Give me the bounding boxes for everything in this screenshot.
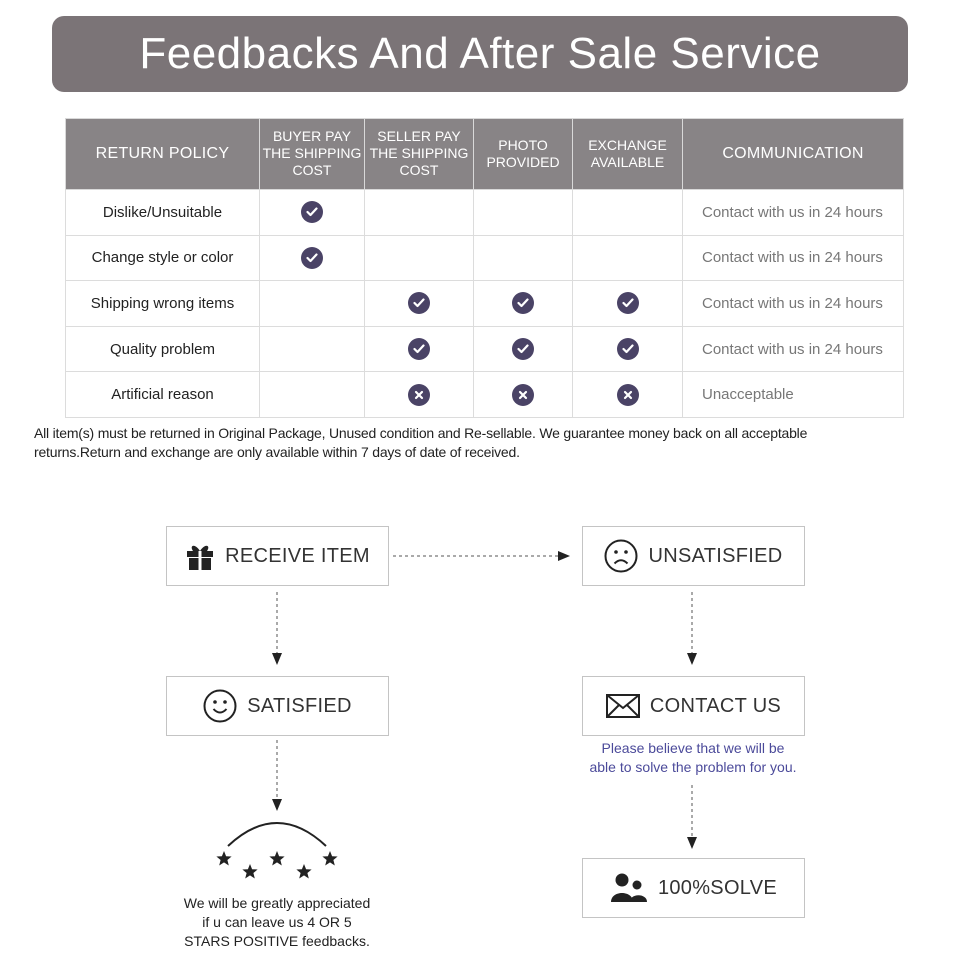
row-reason: Dislike/Unsuitable [66,189,260,235]
star-icon [242,864,257,879]
arrowhead-down [272,799,282,811]
header-line: AVAILABLE [590,153,665,170]
header-return-policy: RETURN POLICY [66,119,260,190]
row-reason: Shipping wrong items [66,281,260,327]
header-line: THE SHIPPING [369,145,469,162]
header-line: THE SHIPPING [262,145,362,162]
arrowhead-down [687,837,697,849]
contact-note [566,739,820,777]
solve-label: 100%SOLVE [657,876,778,899]
row-reason: Artificial reason [66,372,260,418]
star-icon [269,851,284,866]
stars-arc [228,823,326,846]
envelope-icon [606,694,640,718]
receive-item-box [166,526,389,586]
smile-face-icon [203,689,237,723]
note-line-1: All item(s) must be returned in Original Package, Unused condition and Re-sellable. We guarantee money back on all acceptable [34,425,808,441]
note-line-2: returns.Return and exchange are only available within 7 days of date of received. [34,444,520,460]
arrowhead-down [687,653,697,665]
row-reason: Change style or color [66,235,260,281]
feedback-note [147,894,407,951]
header-line: COST [399,162,439,179]
header-line: COST [292,162,332,179]
feedback-note-line: if u can leave us 4 OR 5 [202,914,352,930]
row-communication: Contact with us in 24 hours [683,189,904,235]
row-communication: Contact with us in 24 hours [683,281,904,327]
people-icon [610,872,648,904]
row-communication: Unacceptable [683,372,904,418]
contact-note-line: Please believe that we will be [601,740,785,756]
arrowhead-right [558,551,570,561]
solve-box [582,858,805,918]
gift-icon [185,541,215,571]
star-icon [296,864,311,879]
satisfied-box [166,676,389,736]
stars-group [216,851,337,879]
unsatisfied-label: UNSATISFIED [648,544,783,567]
contact-us-box [582,676,805,736]
arrowhead-down [272,653,282,665]
feedback-note-line: STARS POSITIVE feedbacks. [184,933,370,949]
sad-face-icon [604,539,638,573]
star-icon [216,851,231,866]
satisfied-label: SATISFIED [247,694,352,717]
row-communication: Contact with us in 24 hours [683,326,904,372]
star-icon [322,851,337,866]
row-reason: Quality problem [66,326,260,372]
header-line: BUYER PAY [272,128,352,145]
unsatisfied-box [582,526,805,586]
contact-us-label: CONTACT US [649,694,782,717]
contact-note-line: able to solve the problem for you. [589,759,797,775]
header-line: PROVIDED [486,153,560,170]
header-line: PHOTO [498,136,548,153]
page-title: Feedbacks And After Sale Service [139,29,821,78]
feedback-note-line: We will be greatly appreciated [183,895,371,911]
receive-item-label: RECEIVE ITEM [225,544,370,567]
header-line: SELLER PAY [377,128,461,145]
header-line: EXCHANGE [588,136,667,153]
row-communication: Contact with us in 24 hours [683,235,904,281]
header-communication: COMMUNICATION [683,119,904,190]
